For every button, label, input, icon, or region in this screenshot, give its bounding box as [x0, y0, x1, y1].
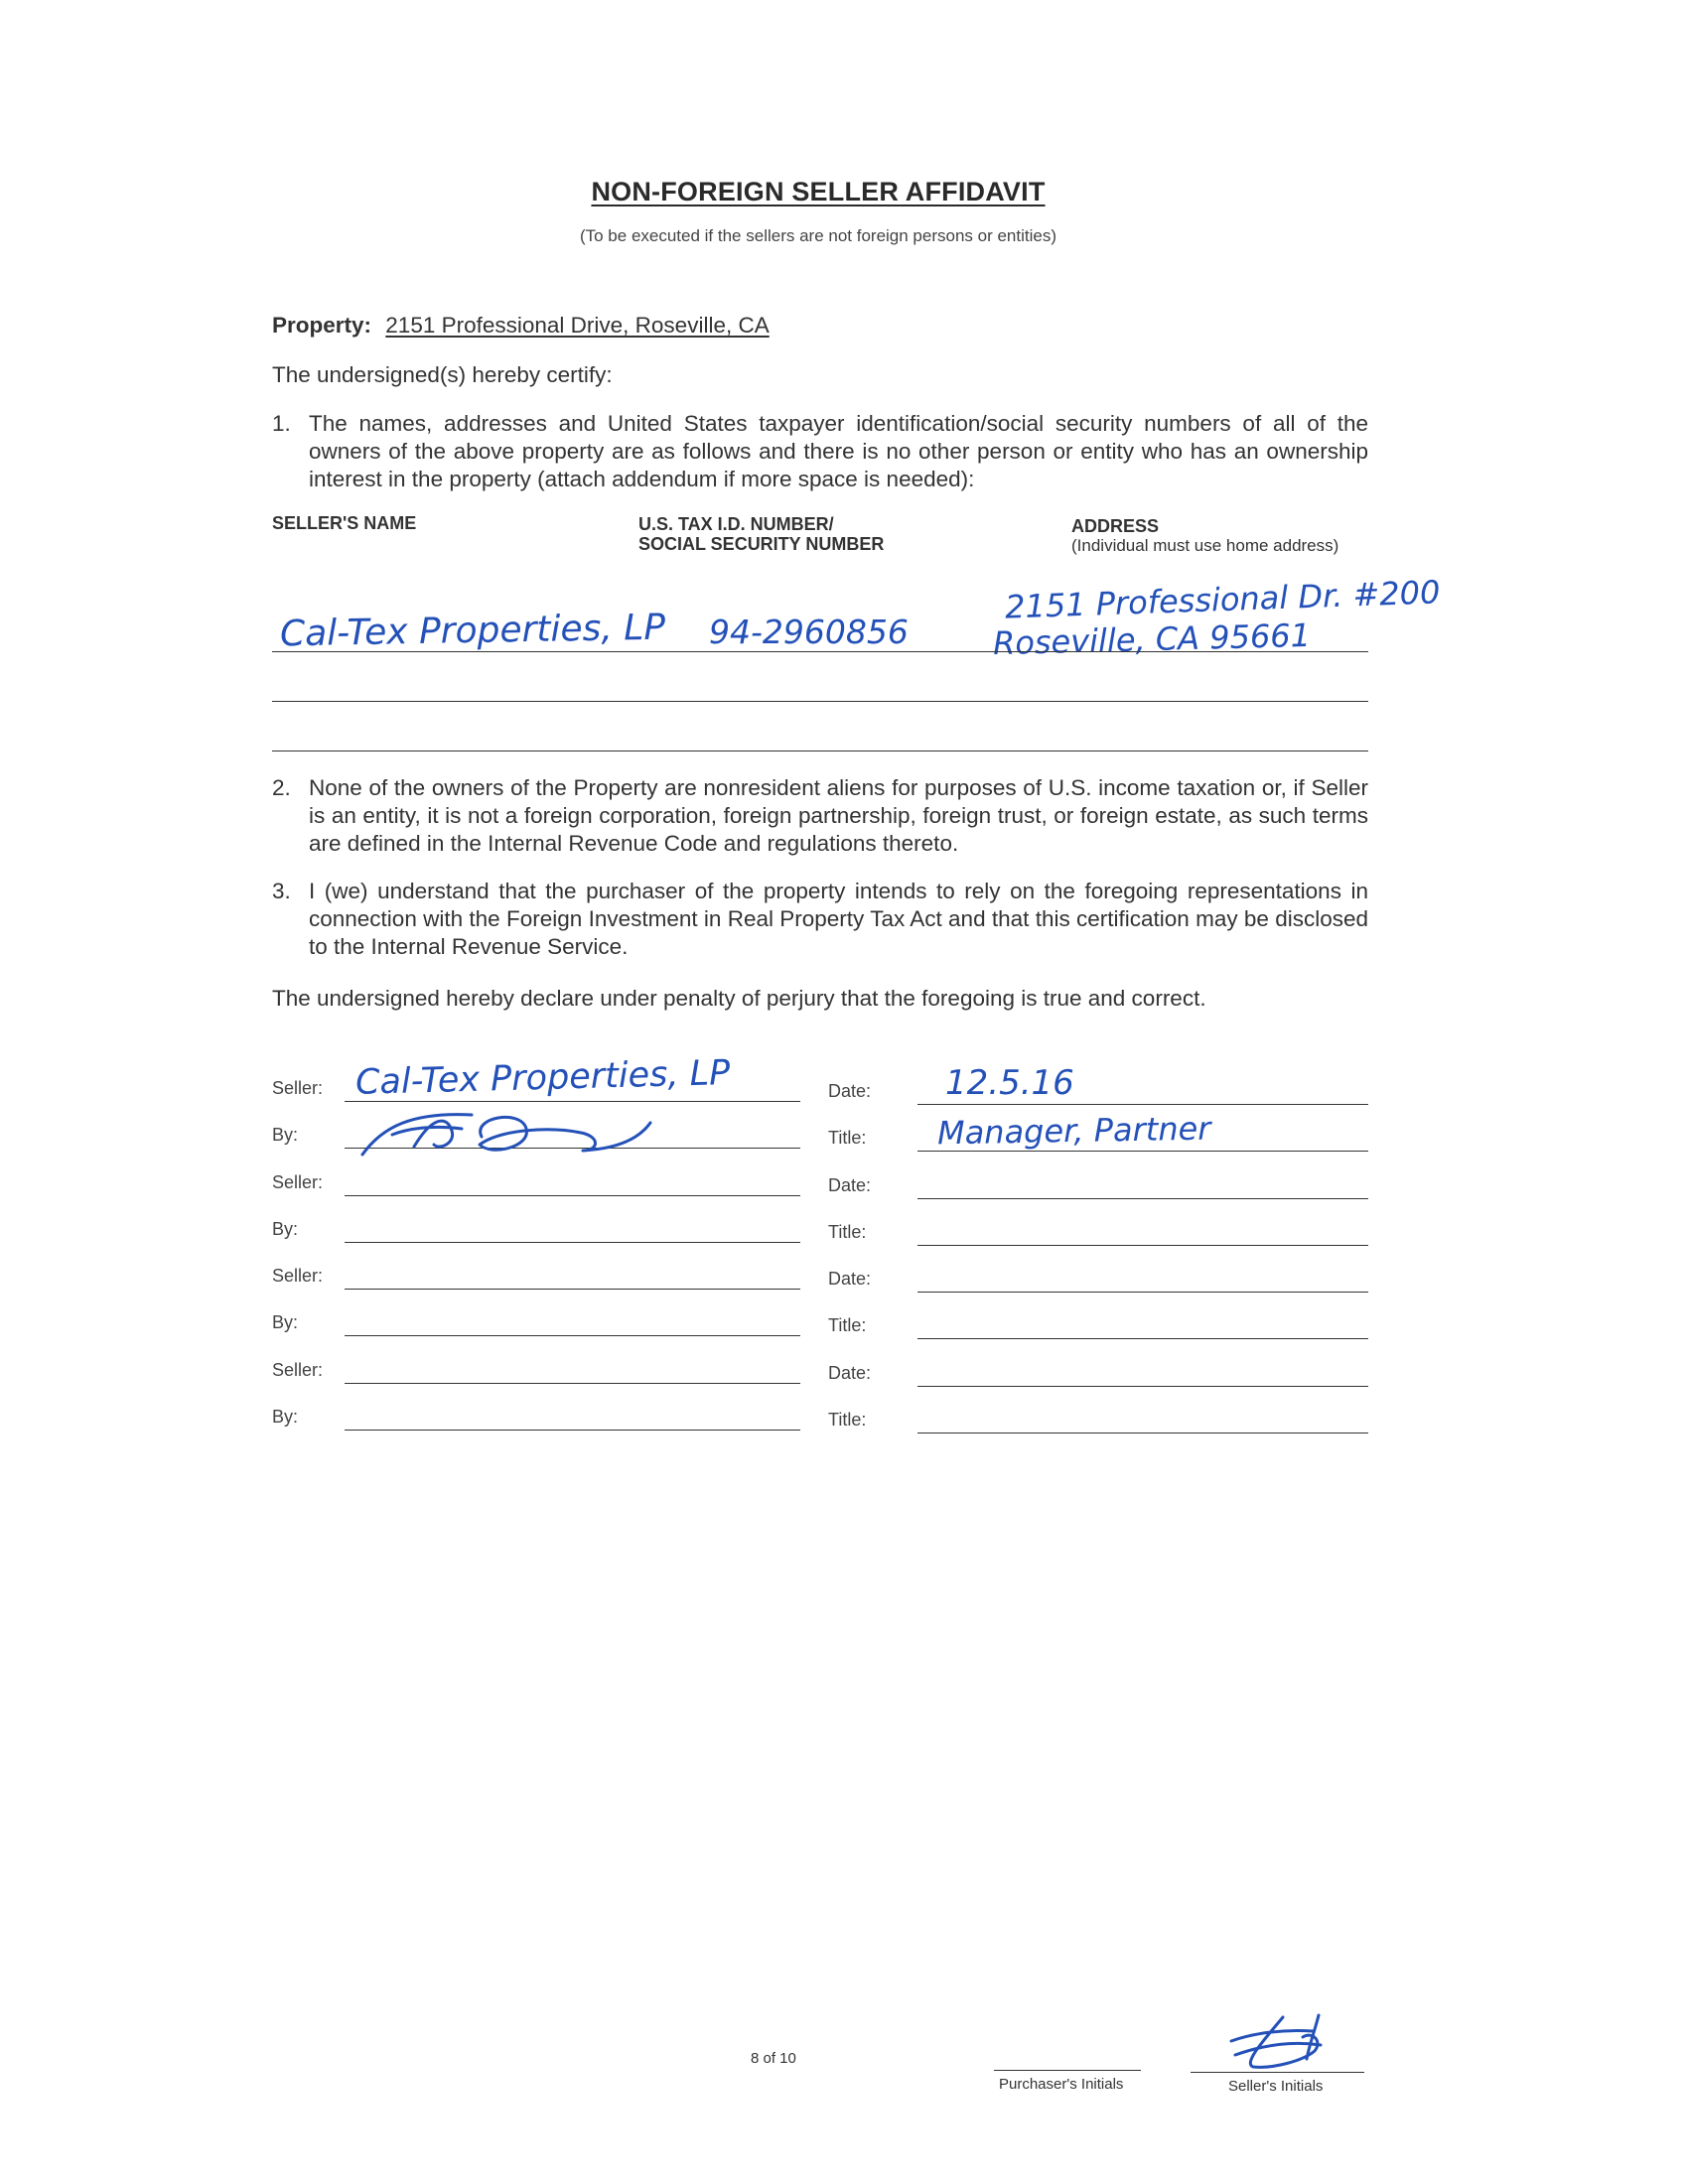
title-handwritten: Manager, Partner: [936, 1109, 1211, 1153]
seller-initials-line: [1191, 2072, 1364, 2073]
item-3: [272, 878, 1368, 961]
property-line: Property: 2151 Professional Drive, Roseville, CA: [272, 313, 770, 338]
date-label: Date:: [828, 1081, 872, 1101]
seller-label: Seller:: [272, 1266, 324, 1286]
title-line: [917, 1338, 1368, 1339]
date-handwritten: 12.5.16: [945, 1063, 1074, 1103]
document-subtitle: (To be executed if the sellers are not foreign persons or entities): [579, 226, 1057, 245]
owner-address-line2-handwritten: Roseville, CA 95661: [992, 615, 1312, 663]
title-label: Title:: [828, 1410, 867, 1430]
title-label: Title:: [828, 1128, 867, 1148]
property-value: 2151 Professional Drive, Roseville, CA: [385, 313, 770, 338]
seller-signature-line: [345, 1195, 800, 1196]
date-label: Date:: [828, 1363, 872, 1383]
item-number: 1.: [272, 411, 291, 436]
title-label: Title:: [828, 1222, 867, 1242]
owner-name-handwritten: Cal-Tex Properties, LP: [279, 607, 666, 655]
date-line: [917, 1292, 1368, 1293]
property-label: Property: [272, 313, 364, 338]
date-line: [917, 1198, 1368, 1199]
seller-initials-scribble: [1223, 2011, 1333, 2073]
purchaser-initials-line: [994, 2070, 1141, 2071]
item-number: 2.: [272, 775, 291, 800]
seller-signature-line: [345, 1383, 800, 1384]
item-number: 3.: [272, 879, 291, 903]
by-label: By:: [272, 1407, 299, 1427]
by-label: By:: [272, 1125, 299, 1145]
by-signature-line: [345, 1430, 800, 1431]
seller-label: Seller:: [272, 1360, 324, 1380]
item-1: [272, 410, 1368, 493]
seller-label: Seller:: [272, 1078, 324, 1098]
by-label: By:: [272, 1312, 299, 1332]
column-seller-name: SELLER'S NAME: [272, 513, 417, 533]
date-line: [917, 1104, 1368, 1105]
date-label: Date:: [828, 1269, 872, 1289]
item-text: None of the owners of the Property are nonresident aliens for purposes of U.S. income taxation or, if Seller is an entity, it is not a foreign corporation, foreign partnership, foreign trust, or foreign estate, as such terms are defined in the Internal Revenue Code and regulations thereto.: [309, 775, 1368, 856]
item-2: [272, 774, 1368, 858]
certify-intro: The undersigned(s) hereby certify:: [272, 362, 613, 387]
by-signature-line: [345, 1242, 800, 1243]
signature-scribble: [352, 1107, 660, 1166]
date-label: Date:: [828, 1175, 872, 1195]
seller-initials-label: Seller's Initials: [1228, 2078, 1324, 2095]
column-address: ADDRESS (Individual must use home address): [1071, 516, 1339, 555]
seller-name-handwritten: Cal-Tex Properties, LP: [354, 1053, 731, 1103]
title-label: Title:: [828, 1315, 867, 1335]
title-line: [917, 1245, 1368, 1246]
column-tax-id: U.S. TAX I.D. NUMBER/ SOCIAL SECURITY NUMBER: [638, 514, 885, 554]
by-label: By:: [272, 1219, 299, 1239]
page-number: 8 of 10: [751, 2050, 796, 2067]
owner-row-rule-2: [272, 701, 1368, 702]
seller-label: Seller:: [272, 1172, 324, 1192]
document-title: NON-FOREIGN SELLER AFFIDAVIT: [591, 177, 1046, 206]
owner-address-line1-handwritten: 2151 Professional Dr. #200: [1004, 573, 1441, 626]
owner-tax-id-handwritten: 94-2960856: [709, 613, 909, 651]
date-line: [917, 1386, 1368, 1387]
item-text: The names, addresses and United States taxpayer identification/social security numbers of all of the owners of the above property are as follows and there is no other person or entity who has an ownership interest in the property (attach addendum if more space is needed):: [309, 411, 1368, 491]
seller-signature-line: [345, 1289, 800, 1290]
purchaser-initials-label: Purchaser's Initials: [999, 2076, 1124, 2093]
by-signature-line: [345, 1335, 800, 1336]
item-text: I (we) understand that the purchaser of the property intends to rely on the foregoing representations in connection with the Foreign Investment in Real Property Tax Act and that this certification may be disclosed to the Internal Revenue Service.: [309, 879, 1368, 959]
declaration: The undersigned hereby declare under penalty of perjury that the foregoing is true and correct.: [272, 986, 1206, 1011]
owner-row-rule-1: [272, 651, 1368, 652]
